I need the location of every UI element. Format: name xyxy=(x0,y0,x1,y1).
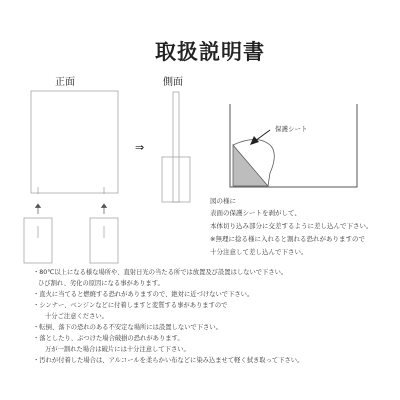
front-stand-left xyxy=(24,218,52,263)
caution-line: ひび割れ、劣化の原因になる事があります。 xyxy=(38,280,164,287)
side-view xyxy=(162,92,190,202)
front-view-label: 正面 xyxy=(55,77,75,88)
step-line: 表面の保護シートを剥がして、 xyxy=(210,209,301,217)
step-line: 本体切り込み部分に交差するように差し込んで下さい。 xyxy=(210,222,373,230)
page-title: 取扱説明書 xyxy=(155,40,265,64)
film-label: 保護シート xyxy=(275,125,308,133)
arrow-right-icon: ⇒ xyxy=(135,141,145,154)
insert-arrows xyxy=(36,204,107,214)
step-line: 図の様に xyxy=(210,197,236,205)
step-line: ※無理に捻る様に入れると割れる恐れがありますので xyxy=(210,235,365,243)
step-line: 十分注意して差し込んで下さい。 xyxy=(210,248,308,256)
front-panel xyxy=(31,91,118,193)
caution-line: 万が一割れた場合は破片には十分注意して下さい。 xyxy=(45,346,190,353)
side-panel xyxy=(173,92,179,202)
caution-line: ・直火に当てると燃焼する恐れがありますので、絶対に近づけないで下さい。 xyxy=(33,291,254,298)
side-stand xyxy=(162,157,190,202)
caution-line: ・落としたり、ぶつけた場合破損の恐れがあります。 xyxy=(33,335,184,342)
side-view-label: 側面 xyxy=(163,77,183,88)
caution-line: 十分ご注意ください。 xyxy=(45,313,108,320)
caution-line: ・80℃以上になる様な場所や、直射日光の当たる所では放置及び設置はしないで下さい。 xyxy=(33,269,288,276)
front-stand-right xyxy=(90,218,118,263)
caution-line: ・シンナー、ベンジンなどに付着しますと変質する事がありますので xyxy=(33,302,228,309)
pointer-arrow-icon xyxy=(255,130,270,141)
caution-line: ・汚れが付着した場合は、アルコールを柔らかい布などに染み込ませて軽く拭き取って下さい。 xyxy=(33,357,304,364)
front-view xyxy=(24,91,118,263)
detail-diagram xyxy=(230,104,357,187)
caution-line: ・転倒、落下の恐れのある不安定な場所には設置しないで下さい。 xyxy=(33,324,222,331)
